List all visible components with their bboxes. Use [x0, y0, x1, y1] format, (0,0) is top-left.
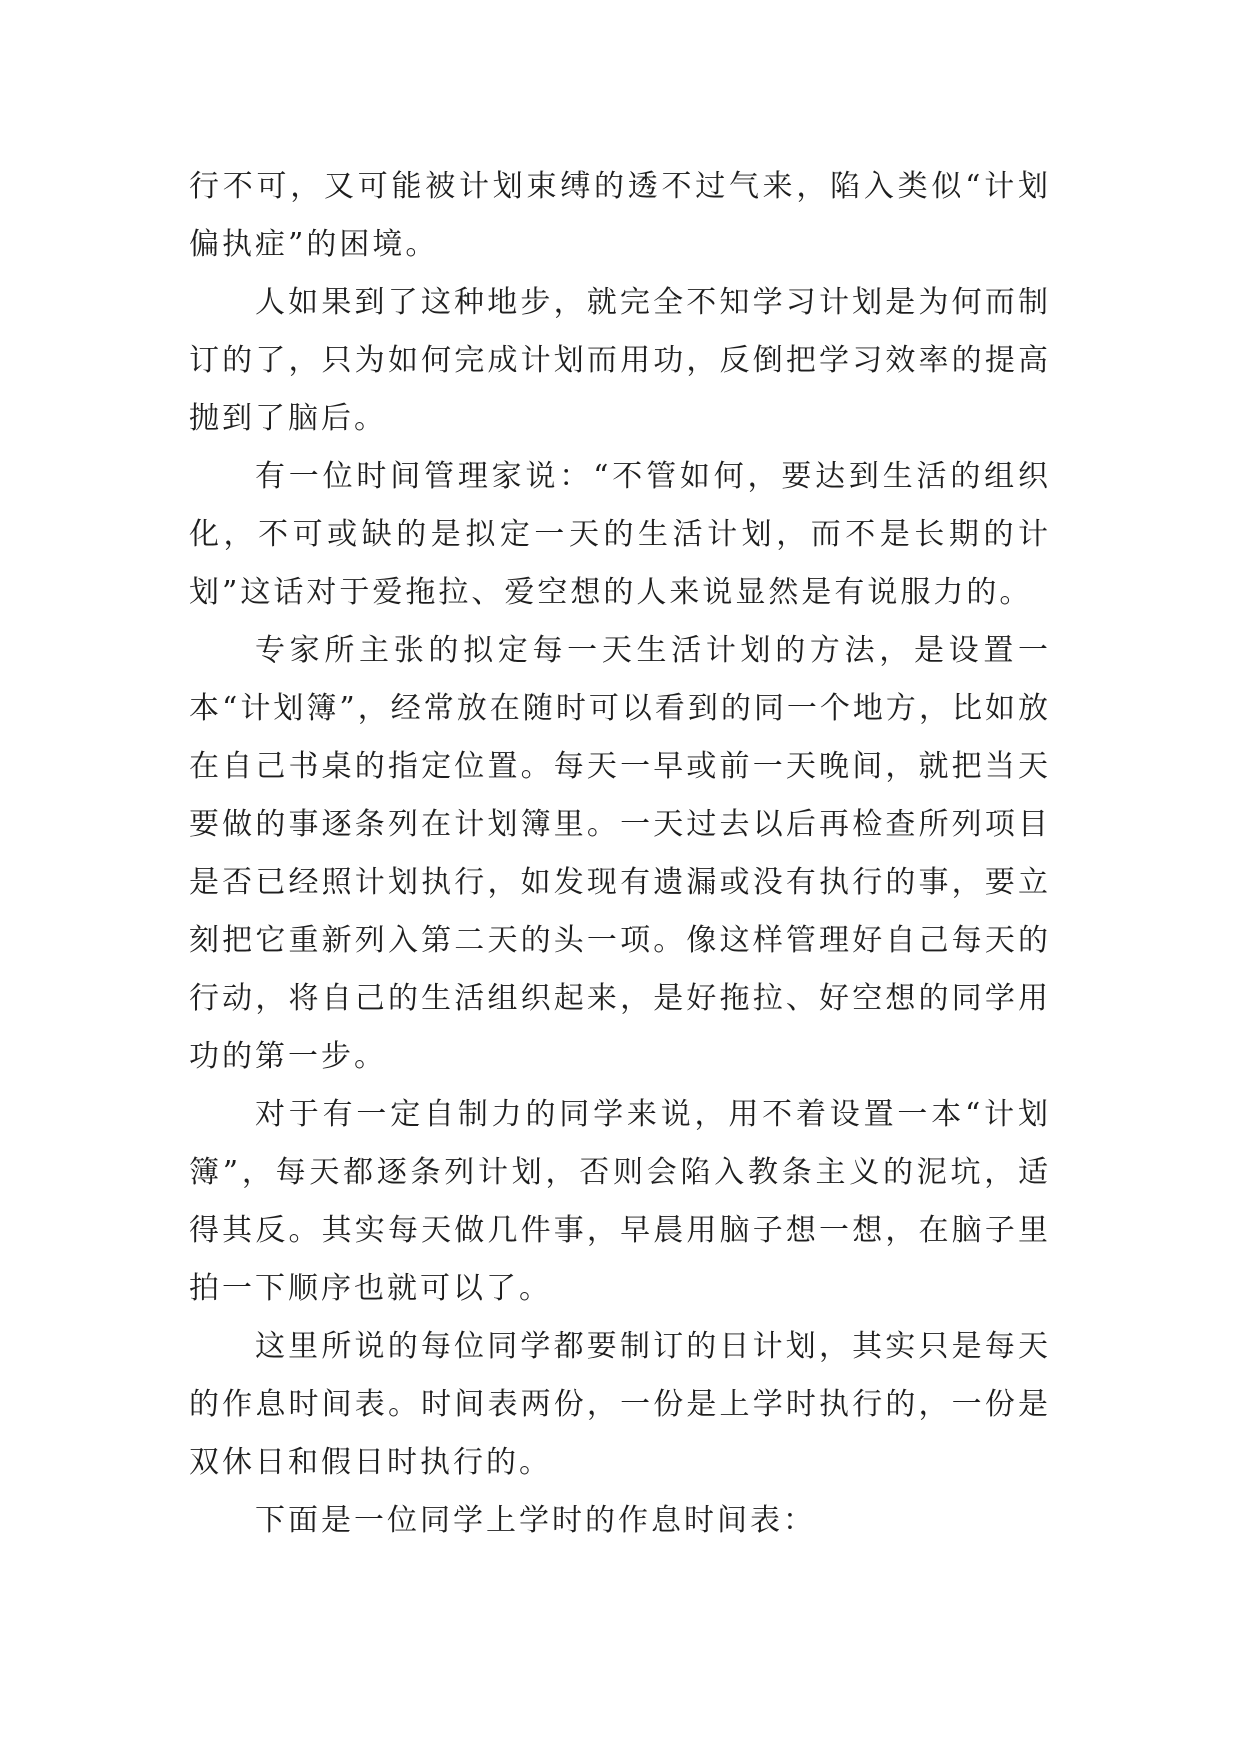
paragraph-7: 下面是一位同学上学时的作息时间表： — [255, 1503, 816, 1538]
paragraph-1: 行不可，又可能被计划束缚的透不过气来，陷入类似“计划偏执症”的困境。 — [189, 169, 1051, 262]
paragraph-6: 这里所说的每位同学都要制订的日计划，其实只是每天的作息时间表。时间表两份，一份是上学时执行的，一份是双休日和假日时执行的。 — [189, 1329, 1051, 1480]
paragraph-3: 有一位时间管理家说：“不管如何，要达到生活的组织化，不可或缺的是拟定一天的生活计划，而不是长期的计划”这话对于爱拖拉、爱空想的人来说显然是有说服力的。 — [189, 459, 1051, 610]
document-body — [189, 158, 1051, 1550]
paragraph-5: 对于有一定自制力的同学来说，用不着设置一本“计划簿”，每天都逐条列计划，否则会陷入教条主义的泥坑，适得其反。其实每天做几件事，早晨用脑子想一想，在脑子里拍一下顺序也就可以了。 — [189, 1097, 1051, 1306]
paragraph-4: 专家所主张的拟定每一天生活计划的方法，是设置一本“计划簿”，经常放在随时可以看到的同一个地方，比如放在自己书桌的指定位置。每天一早或前一天晚间，就把当天要做的事逐条列在计划簿里。一天过去以后再检查所列项目是否已经照计划执行，如发现有遗漏或没有执行的事，要立刻把它重新列入第二天的头一项。像这样管理好自己每天的行动，将自己的生活组织起来，是好拖拉、好空想的同学用功的第一步。 — [189, 633, 1051, 1074]
paragraph-2: 人如果到了这种地步，就完全不知学习计划是为何而制订的了，只为如何完成计划而用功，反倒把学习效率的提高抛到了脑后。 — [189, 285, 1051, 436]
